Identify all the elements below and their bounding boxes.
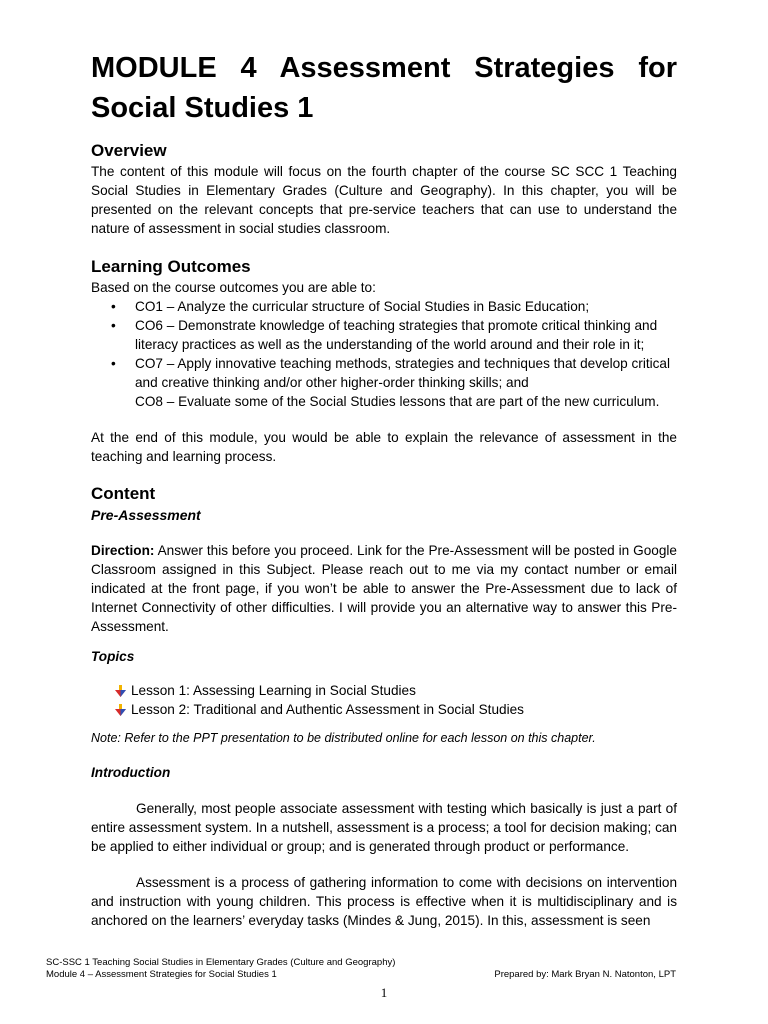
arrow-down-bullet-icon [115, 704, 126, 716]
arrow-down-bullet-icon [115, 685, 126, 697]
footer-module-line: Module 4 – Assessment Strategies for Social Studies 1 [46, 969, 277, 980]
module-title-text: Assessment Strategies for Social Studies 1 [91, 52, 677, 124]
outcome-item: • CO7 – Apply innovative teaching methods, strategies and techniques that develop critical and creative thinking and/or other higher-order thinking skills; and [111, 356, 671, 390]
topic-item: Lesson 1: Assessing Learning in Social Studies [115, 681, 677, 700]
learning-outcomes-heading: Learning Outcomes [91, 257, 251, 276]
module-title-number: MODULE 4 [91, 52, 257, 84]
intro-paragraph: Generally, most people associate assessment with testing which basically is just a part of entire assessment system. In a nutshell, assessment is a process; a tool for decision making; can be applied to either individual or group; and is generated through product or performance. [91, 800, 677, 854]
topic-item: Lesson 2: Traditional and Authentic Assessment in Social Studies [115, 700, 677, 719]
outcomes-closing: At the end of this module, you would be able to explain the relevance of assessment in the teaching and learning process. [91, 430, 677, 464]
outcome-item: CO8 – Evaluate some of the Social Studies lessons that are part of the new curriculum. [135, 394, 660, 409]
page-number: 1 [380, 985, 388, 1000]
content-heading: Content [91, 484, 156, 503]
intro-paragraph: Assessment is a process of gathering information to come with decisions on intervention and instruction with young children. This process is effective when it is multidisciplinary and is anchored on the learners’ everyday tasks (Mindes & Jung, 2015). In this, assessment is seen [91, 874, 677, 928]
introduction-heading: Introduction [91, 764, 171, 780]
learning-outcomes-intro: Based on the course outcomes you are able to: [91, 280, 376, 295]
bullet-icon: • [111, 356, 116, 371]
overview-text: The content of this module will focus on the fourth chapter of the course SC SCC 1 Teaching Social Studies in Elementary Grades (Culture and Geography). In this chapter, you will be presented on the relevant concepts that pre-service teachers that can use to understand the nature of assessment in social studies classroom. [91, 164, 677, 236]
direction-paragraph [91, 541, 677, 636]
document-page [91, 48, 677, 930]
direction-label: Direction: [91, 543, 155, 558]
bullet-icon: • [111, 318, 116, 333]
direction-text: Answer this before you proceed. Link for the Pre-Assessment will be posted in Google Classroom assigned in this Subject. Please reach out to me via my contact number or email indicated at the front page, if you won’t be able to answer the Pre-Assessment due to lack of Internet Connectivity of other difficulties. I will provide you an alternative way to answer this Pre-Assessment. [91, 543, 677, 634]
page-footer [46, 957, 676, 981]
topics-heading: Topics [91, 649, 135, 664]
overview-heading: Overview [91, 141, 167, 160]
footer-prepared-by: Prepared by: Mark Bryan N. Natonton, LPT [494, 969, 676, 980]
pre-assessment-heading: Pre-Assessment [91, 507, 201, 523]
outcome-item: • CO6 – Demonstrate knowledge of teaching strategies that promote critical thinking and literacy practices as well as the understanding of the world around and their role in it; [111, 318, 658, 352]
topics-list [91, 681, 677, 719]
outcome-item: • CO1 – Analyze the curricular structure of Social Studies in Basic Education; [111, 299, 590, 314]
bullet-icon: • [111, 299, 116, 314]
module-title [91, 48, 677, 128]
outcomes-list [91, 297, 677, 411]
lesson-note: Note: Refer to the PPT presentation to be distributed online for each lesson on this chapter. [91, 730, 596, 745]
footer-course-line: SC-SSC 1 Teaching Social Studies in Elementary Grades (Culture and Geography) [46, 957, 396, 968]
